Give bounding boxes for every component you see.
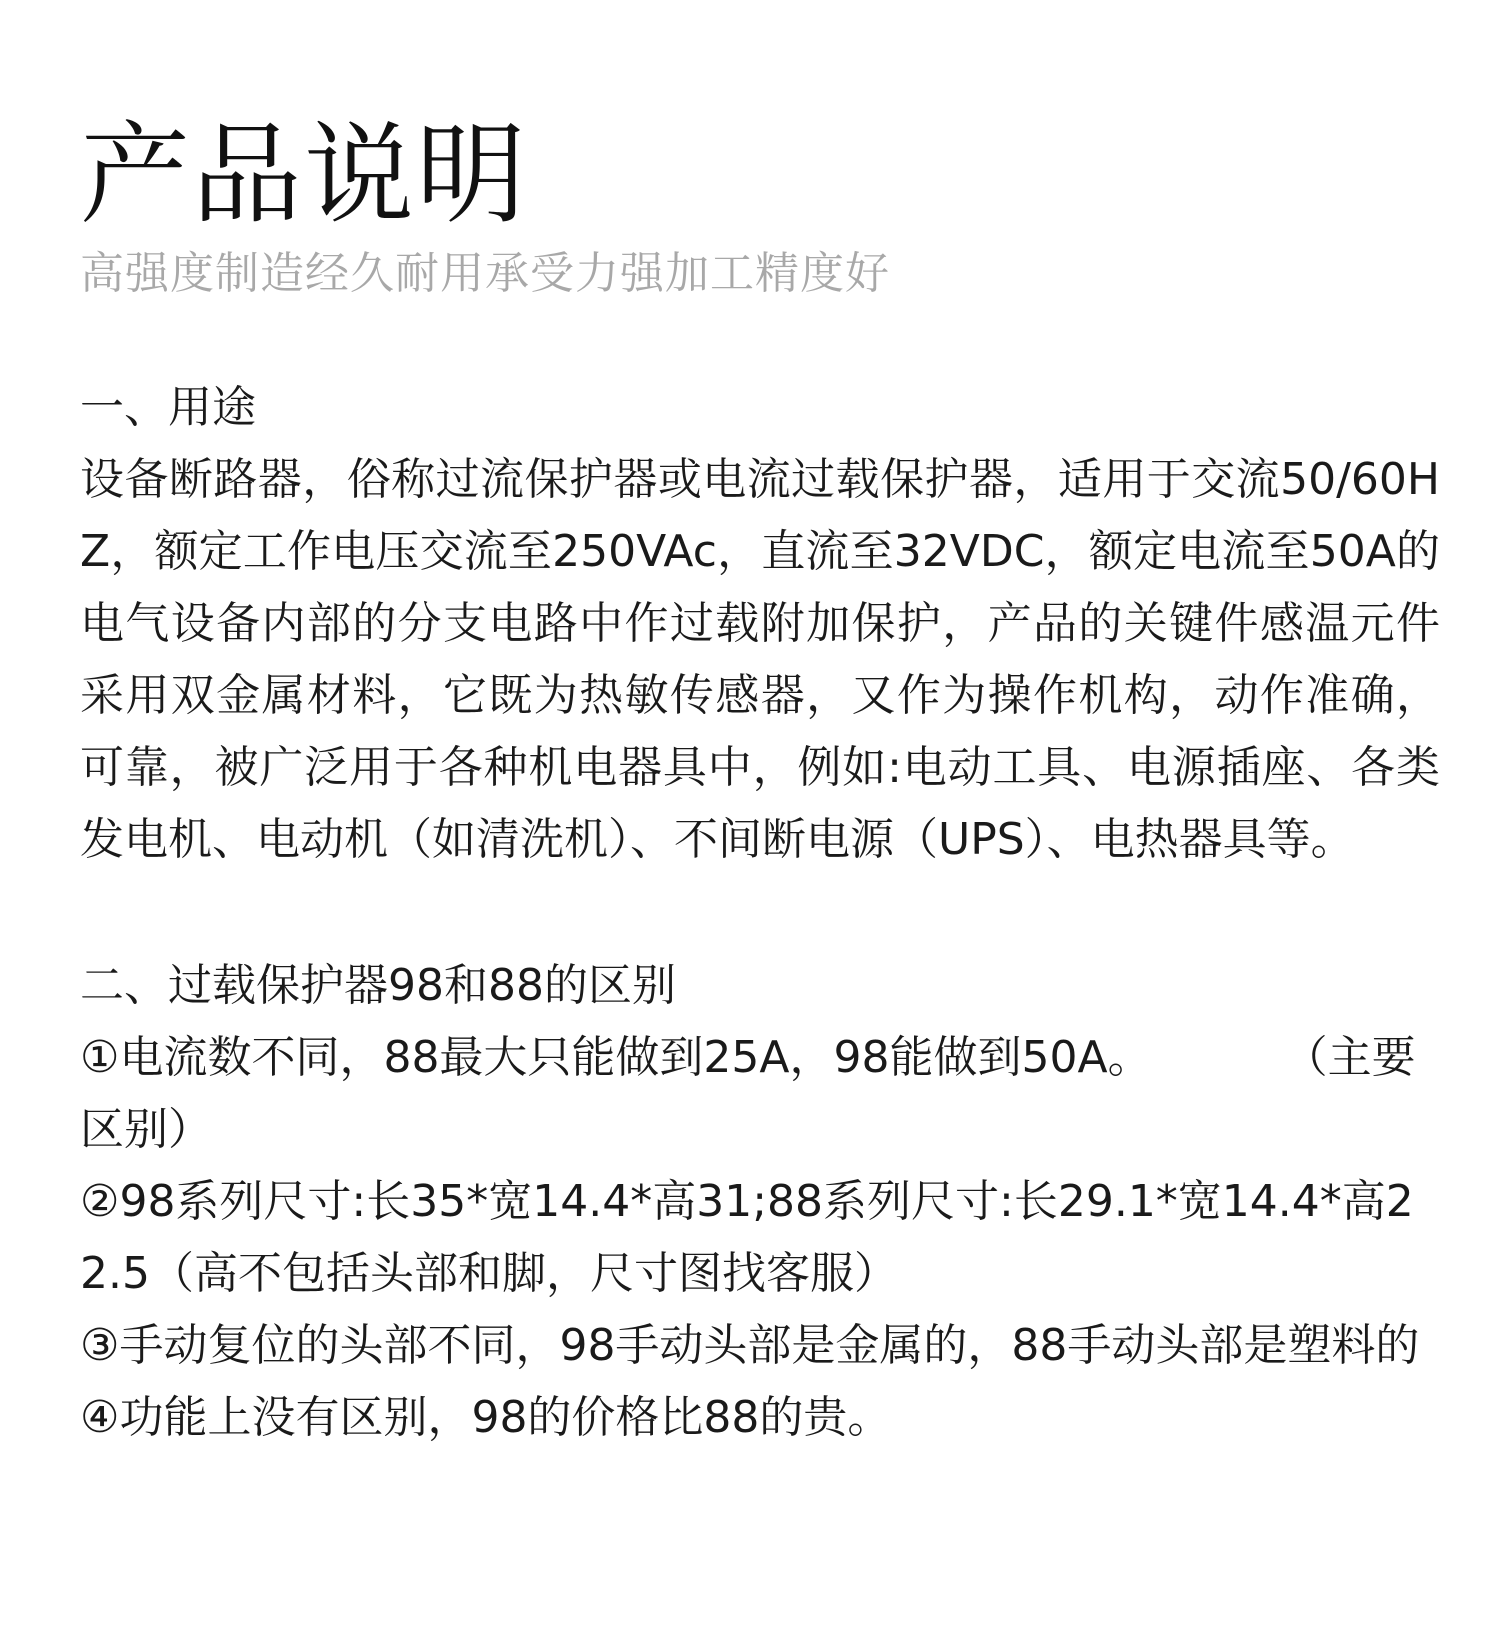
section-usage-heading: 一、用途 bbox=[80, 382, 256, 433]
page-subtitle: 高强度制造经久耐用承受力强加工精度好 bbox=[80, 248, 890, 299]
difference-item-4: ④功能上没有区别，98的价格比88的贵。 bbox=[80, 1392, 892, 1443]
difference-item-3: ③手动复位的头部不同，98手动头部是金属的，88手动头部是塑料的 bbox=[80, 1320, 1420, 1371]
section-usage-body: 设备断路器，俗称过流保护器或电流过载保护器，适用于交流50/60HZ，额定工作电压交流至250VAc，直流至32VDC，额定电流至50A的电气设备内部的分支电路中作过载附加保护，产品的关键件感温元件采用双金属材料，它既为热敏传感器，又作为操作机构，动作准确，可靠，被广泛用于各种机电器具中，例如:电动工具、电源插座、各类发电机、电动机（如清洗机）、不间断电源（UPS）、电热器具等。 bbox=[80, 454, 1440, 865]
difference-item-2: ②98系列尺寸:长35*宽14.4*高31;88系列尺寸:长29.1*宽14.4*高22.5（高不包括头部和脚，尺寸图找客服） bbox=[80, 1176, 1414, 1299]
difference-item-1: ①电流数不同，88最大只能做到25A，98能做到50A。 （主要区别） bbox=[80, 1032, 1416, 1155]
section-differences bbox=[80, 950, 1440, 1454]
product-description-page bbox=[80, 112, 1440, 1454]
page-title: 产品说明 bbox=[80, 111, 528, 239]
section-differences-heading: 二、过载保护器98和88的区别 bbox=[80, 960, 676, 1011]
section-usage bbox=[80, 372, 1440, 876]
